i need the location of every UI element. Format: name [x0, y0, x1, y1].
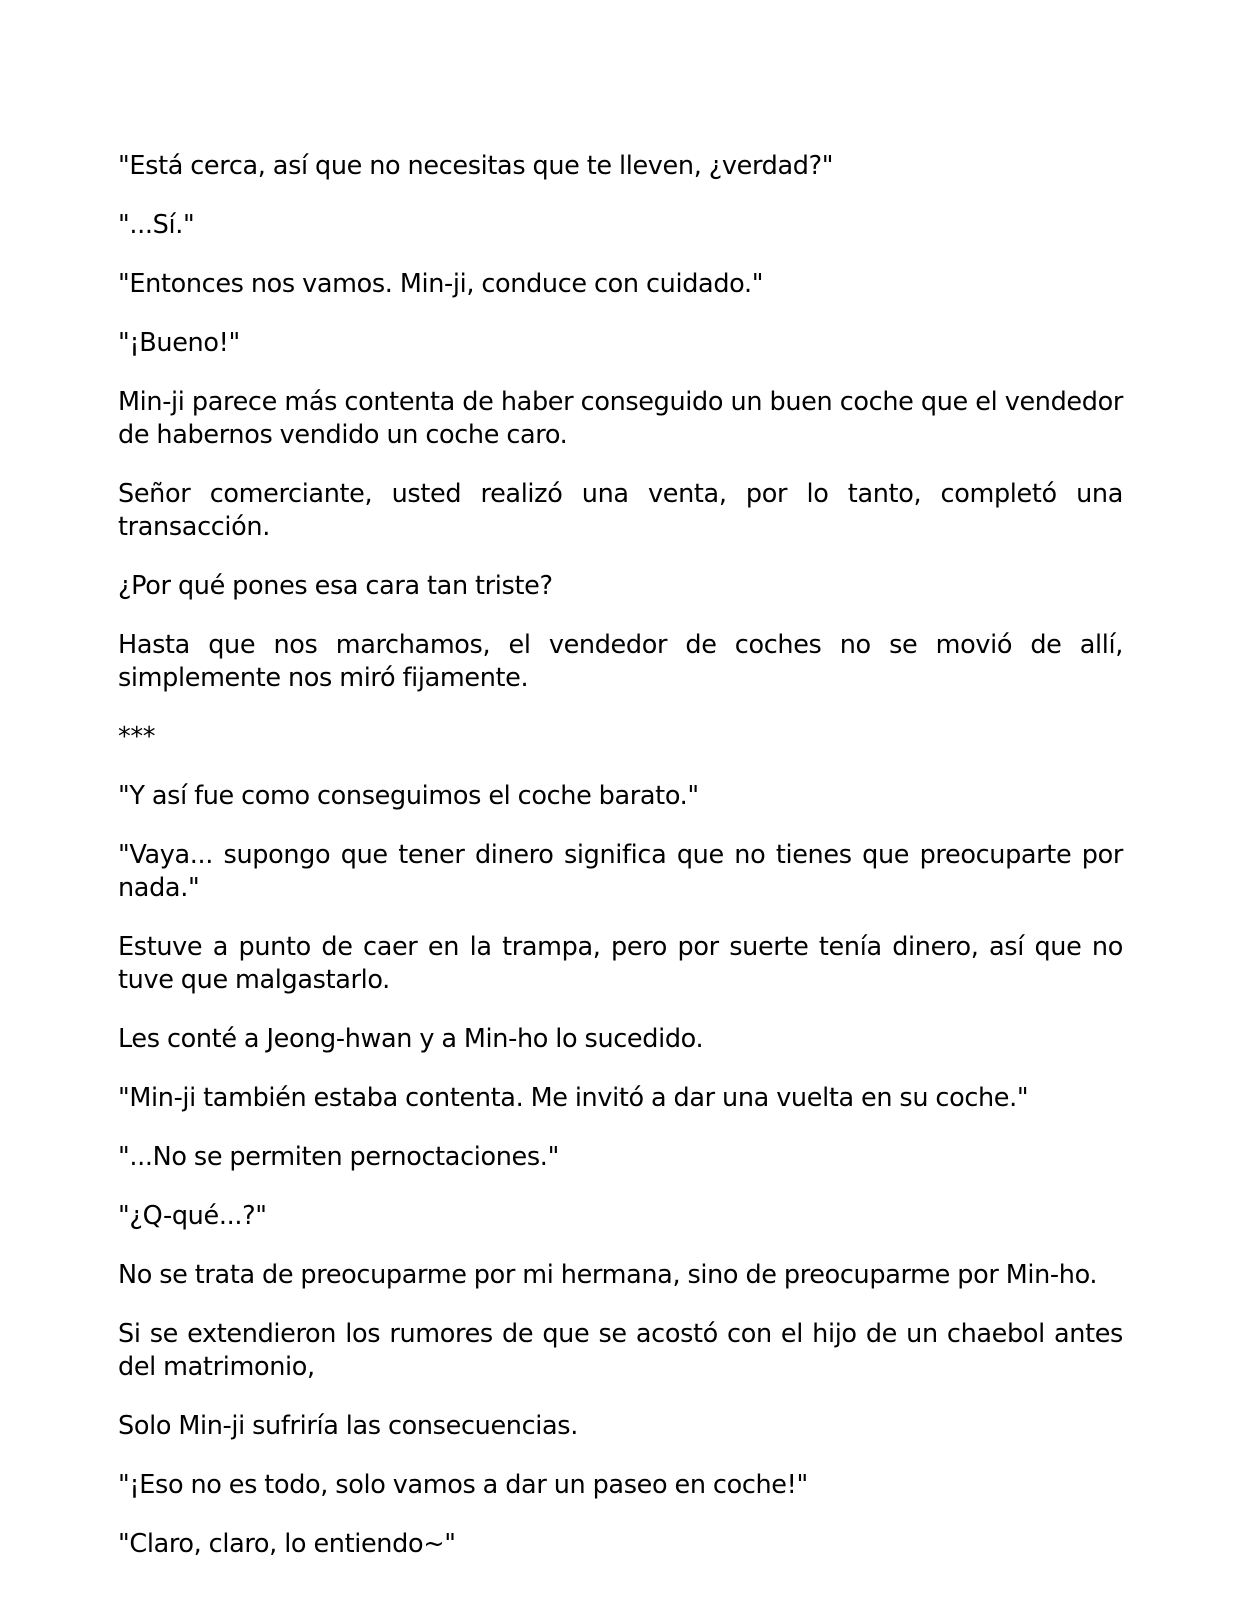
paragraph: "¡Bueno!"	[118, 328, 240, 358]
paragraph: No se trata de preocuparme por mi hermana, sino de preocuparme por Min-ho.	[118, 1260, 1098, 1290]
paragraph: "...Sí."	[118, 210, 195, 240]
paragraph: "Está cerca, así que no necesitas que te lleven, ¿verdad?"	[118, 151, 834, 181]
paragraph: "¡Eso no es todo, solo vamos a dar un paseo en coche!"	[118, 1470, 808, 1500]
paragraph: "Entonces nos vamos. Min-ji, conduce con cuidado."	[118, 269, 764, 299]
paragraph: Estuve a punto de caer en la trampa, pero por suerte tenía dinero, así que no tuve que malgastarlo.	[118, 932, 1123, 995]
paragraph: "Vaya... supongo que tener dinero significa que no tienes que preocuparte por nada."	[118, 840, 1123, 903]
paragraph: ¿Por qué pones esa cara tan triste?	[118, 571, 553, 601]
scene-break: ***	[118, 722, 156, 752]
paragraph: "¿Q-qué...?"	[118, 1201, 267, 1231]
paragraph: Min-ji parece más contenta de haber conseguido un buen coche que el vendedor de habernos vendido un coche caro.	[118, 387, 1123, 450]
paragraph: "...No se permiten pernoctaciones."	[118, 1142, 559, 1172]
paragraph: Señor comerciante, usted realizó una venta, por lo tanto, completó una transacción.	[118, 479, 1123, 542]
document-body	[118, 150, 1123, 1587]
paragraph: Si se extendieron los rumores de que se acostó con el hijo de un chaebol antes del matrimonio,	[118, 1319, 1123, 1382]
paragraph: Hasta que nos marchamos, el vendedor de coches no se movió de allí, simplemente nos miró fijamente.	[118, 630, 1123, 693]
paragraph: "Min-ji también estaba contenta. Me invitó a dar una vuelta en su coche."	[118, 1083, 1029, 1113]
paragraph: "Claro, claro, lo entiendo~"	[118, 1529, 456, 1559]
paragraph: Les conté a Jeong-hwan y a Min-ho lo sucedido.	[118, 1024, 704, 1054]
paragraph: "Y así fue como conseguimos el coche barato."	[118, 781, 699, 811]
paragraph: Solo Min-ji sufriría las consecuencias.	[118, 1411, 578, 1441]
